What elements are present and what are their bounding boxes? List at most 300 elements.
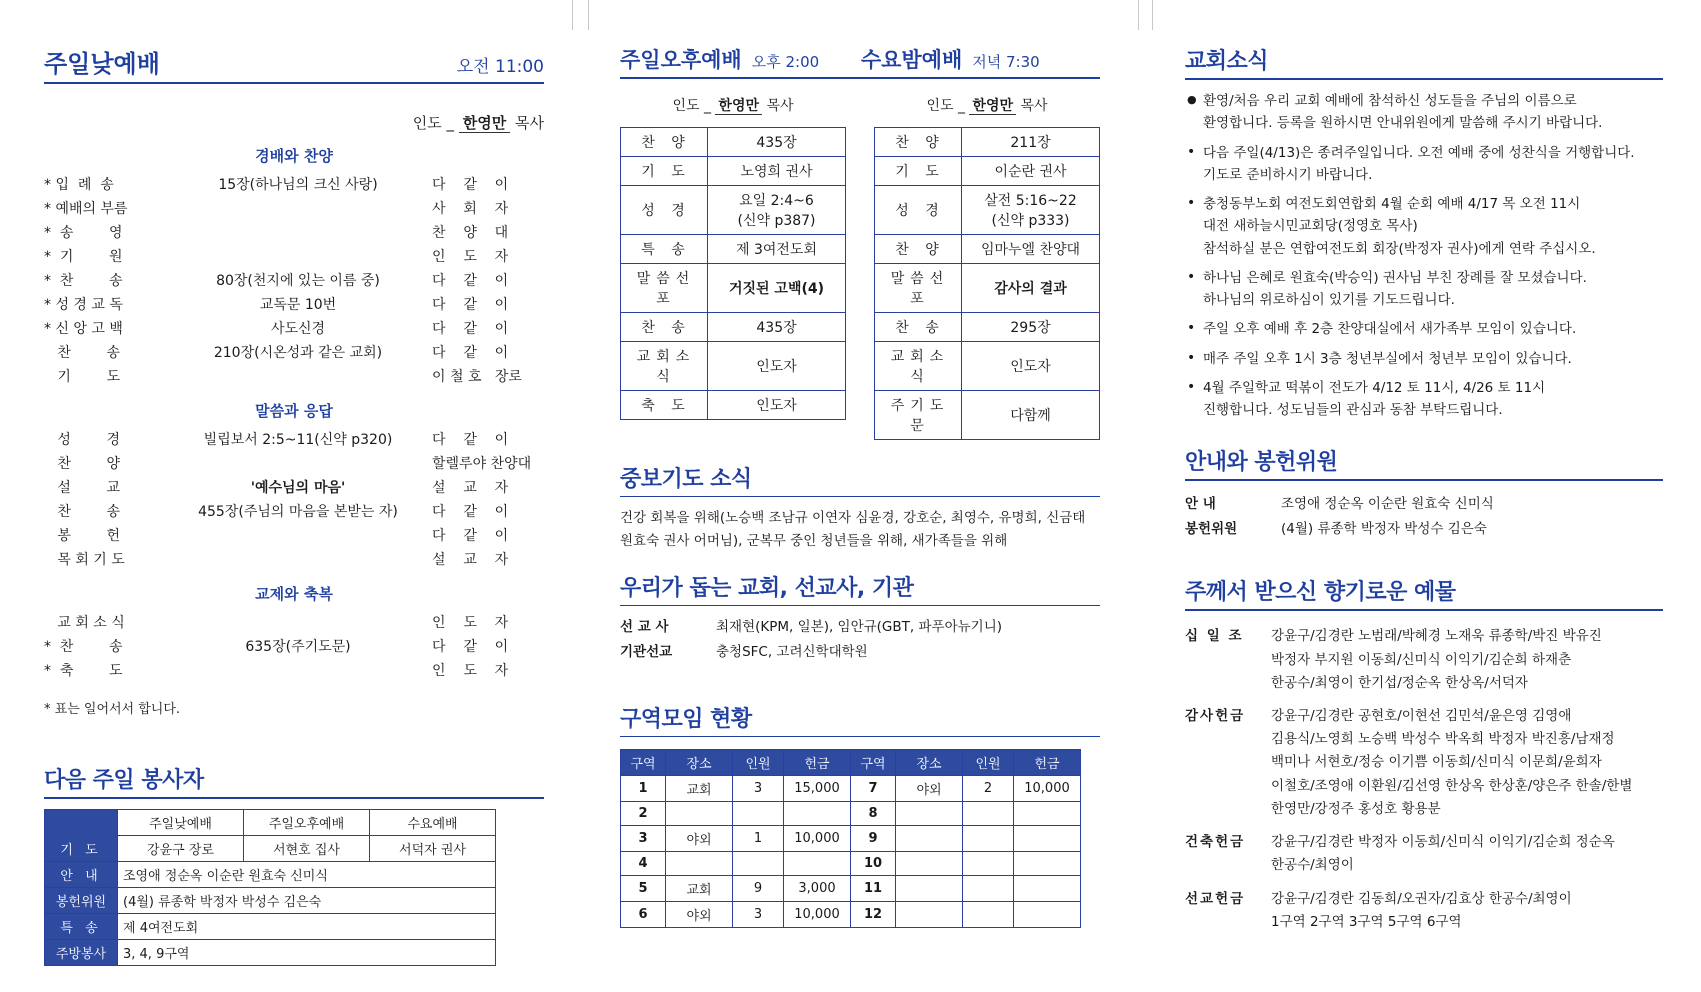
zone-cell: 10,000 xyxy=(784,825,851,851)
service-row xyxy=(875,157,1100,186)
service-row xyxy=(621,186,846,235)
offering-label: 십 일 조 xyxy=(1185,628,1244,645)
guide-row xyxy=(1185,518,1663,541)
service-row-value: 인도자 xyxy=(708,342,846,391)
service-row xyxy=(875,186,1100,235)
zone-cell xyxy=(896,801,963,825)
zone-col-header: 장소 xyxy=(666,749,733,775)
zone-cell xyxy=(666,851,733,875)
order-item-detail: 빌립보서 2:5~11(신약 p320) xyxy=(203,432,393,448)
service-row-label: 찬 양 xyxy=(875,128,962,157)
sunday-pm-header xyxy=(620,44,833,74)
zone-cell: 10,000 xyxy=(784,901,851,927)
service-row xyxy=(875,128,1100,157)
service-row-label: 주기도문 xyxy=(875,391,962,440)
prayer-line: 건강 회복을 위해(노승백 조남규 이연자 심윤경, 강호순, 최영수, 유명희, 신금태 xyxy=(620,510,1086,526)
order-item-detail xyxy=(164,658,432,682)
offering-section xyxy=(1185,575,1663,934)
service-row-label: 교회소식 xyxy=(875,342,962,391)
volunteers-header-row xyxy=(45,810,496,836)
mission-value: 최재현(KPM, 일본), 임안규(GBT, 파푸아뉴기니) xyxy=(716,618,1002,635)
zone-cell: 1 xyxy=(733,825,784,851)
service-row-value: 감사의 결과 xyxy=(962,264,1100,313)
zone-cell: 10,000 xyxy=(1014,775,1081,801)
service-row-label: 찬 양 xyxy=(875,235,962,264)
zone-header-row xyxy=(621,749,1081,775)
zone-cell: 3 xyxy=(733,775,784,801)
service-row-value: 노영희 권사 xyxy=(708,157,846,186)
offering-label: 선교헌금 xyxy=(1185,890,1246,907)
order-item-label: * 찬 송 xyxy=(44,273,123,289)
service-row xyxy=(621,264,846,313)
service-row-value: 다함께 xyxy=(962,391,1100,440)
leader-name: 한영만 xyxy=(459,114,510,133)
zone-cell: 7 xyxy=(851,775,896,801)
sunday-morning-title: 주일낮예배 xyxy=(44,50,160,78)
volunteers-row-label: 주방봉사 xyxy=(45,940,118,966)
sunday-pm-leader-label: 인도 _ xyxy=(672,98,711,114)
order-item-performer: 할렐루야 찬양대 xyxy=(432,456,532,472)
order-item-performer: 인 도 자 xyxy=(432,663,509,679)
order-item-label: 기 도 xyxy=(44,369,121,385)
column-other-services xyxy=(620,44,1100,928)
mission-section xyxy=(620,571,1100,664)
order-item-label: 찬 송 xyxy=(44,504,121,520)
order-item-performer: 다 같 이 xyxy=(432,528,509,544)
guide-title: 안내와 봉헌위원 xyxy=(1185,450,1338,476)
service-row-value: 435장 xyxy=(708,313,846,342)
order-item-detail xyxy=(164,547,432,571)
order-item-performer: 설 교 자 xyxy=(432,480,509,496)
service-row-label: 말씀선포 xyxy=(621,264,708,313)
order-item-performer: 다 같 이 xyxy=(432,504,509,520)
order-table-fellowship xyxy=(44,610,544,682)
service-row-label: 기 도 xyxy=(621,157,708,186)
service-row xyxy=(875,391,1100,440)
sunday-morning-time: 오전 11:00 xyxy=(456,57,544,77)
guide-value: (4월) 류종학 박정자 박성수 김은숙 xyxy=(1281,521,1487,538)
sunday-pm-time: 오후 2:00 xyxy=(751,53,820,71)
wednesday-leader-suffix: 목사 xyxy=(1020,98,1048,114)
service-row-label: 교회소식 xyxy=(621,342,708,391)
offering-names: 강윤구/김경란 박정자 이동희/신미식 이익기/김순희 정순옥 한공수/최영이 xyxy=(1271,834,1615,874)
volunteers-row xyxy=(45,888,496,914)
group-title-worship: 경배와 찬양 xyxy=(255,147,333,165)
zone-cell xyxy=(1014,825,1081,851)
zone-cell xyxy=(896,825,963,851)
table-row xyxy=(621,875,1081,901)
zone-col-header: 구역 xyxy=(851,749,896,775)
divider-offering xyxy=(1185,609,1663,611)
sunday-pm-leader-name: 한영만 xyxy=(715,98,762,115)
service-row-value: 211장 xyxy=(962,128,1100,157)
order-row xyxy=(44,244,544,268)
prayer-title: 중보기도 소식 xyxy=(620,467,752,492)
news-item: • 주일 오후 예배 후 2층 찬양대실에서 새가족부 모임이 있습니다. xyxy=(1185,318,1663,340)
service-row-value: 295장 xyxy=(962,313,1100,342)
zone-col-header: 인원 xyxy=(733,749,784,775)
mission-row xyxy=(620,641,1100,664)
leader-label: 인도 _ xyxy=(412,114,454,132)
zone-cell: 12 xyxy=(851,901,896,927)
volunteers-row-label: 봉헌위원 xyxy=(45,888,118,914)
offering-row xyxy=(1185,831,1663,877)
offering-names: 강윤구/김경란 노범래/박혜경 노재욱 류종학/박진 박유진 박정자 부지원 이동희/신미식 이익기/김순희 하재춘 한공수/최영이 한기섭/정순옥 한상옥/서덕자 xyxy=(1271,628,1602,691)
news-item: • 다음 주일(4/13)은 종려주일입니다. 오전 예배 중에 성찬식을 거행합니다. 기도로 준비하시기 바랍니다. xyxy=(1185,142,1663,187)
order-item-detail xyxy=(164,610,432,634)
zone-cell xyxy=(666,801,733,825)
order-row xyxy=(44,172,544,196)
order-row xyxy=(44,427,544,451)
zone-col-header: 헌금 xyxy=(784,749,851,775)
order-item-label: * 송 영 xyxy=(44,225,123,241)
volunteers-cell: 서덕자 권사 xyxy=(370,836,496,862)
order-item-performer: 인 도 자 xyxy=(432,249,509,265)
volunteers-row xyxy=(45,862,496,888)
order-item-label: 성 경 xyxy=(44,432,121,448)
zone-table xyxy=(620,749,1081,928)
zone-cell xyxy=(963,875,1014,901)
zone-cell: 6 xyxy=(621,901,666,927)
order-item-detail xyxy=(164,451,432,475)
zone-cell: 야외 xyxy=(896,775,963,801)
service-row xyxy=(621,313,846,342)
crop-mark-left-2 xyxy=(588,0,589,30)
mission-title: 우리가 돕는 교회, 선교사, 기관 xyxy=(620,575,914,601)
zone-cell xyxy=(896,875,963,901)
service-row-value: 인도자 xyxy=(708,391,846,420)
service-row-label: 축 도 xyxy=(621,391,708,420)
zone-cell: 2 xyxy=(963,775,1014,801)
crop-mark-right-2 xyxy=(1152,0,1153,30)
order-item-performer: 설 교 자 xyxy=(432,552,509,568)
sunday-pm-table xyxy=(620,127,846,420)
order-item-performer: 다 같 이 xyxy=(432,273,509,289)
order-item-performer: 사 회 자 xyxy=(432,201,509,217)
volunteers-col-header: 주일낮예배 xyxy=(118,810,244,836)
order-item-performer: 이 철 호 장로 xyxy=(432,369,522,385)
guide-label: 봉헌위원 xyxy=(1185,521,1238,538)
zone-section xyxy=(620,702,1100,928)
news-item: • 매주 주일 오후 1시 3층 청년부실에서 청년부 모임이 있습니다. xyxy=(1185,348,1663,370)
order-item-label: * 기 원 xyxy=(44,249,123,265)
crop-mark-left xyxy=(572,0,573,30)
volunteers-cell: 서현호 집사 xyxy=(244,836,370,862)
service-row-label: 성 경 xyxy=(875,186,962,235)
wednesday-title: 수요밤예배 xyxy=(860,48,963,72)
order-item-label: 설 교 xyxy=(44,480,121,496)
news-item: ● 환영/처음 우리 교회 예배에 참석하신 성도들을 주님의 이름으로 환영합니다. 등록을 원하시면 안내위원에게 말씀해 주시기 바랍니다. xyxy=(1185,90,1663,135)
service-row-value: 임마누엘 찬양대 xyxy=(962,235,1100,264)
zone-cell xyxy=(784,801,851,825)
prayer-line: 원효숙 권사 어머님), 군복무 중인 청년들을 위해, 새가족들을 위해 xyxy=(620,532,1008,549)
zone-cell: 야외 xyxy=(666,901,733,927)
order-item-detail: '예수님의 마음' xyxy=(250,480,346,496)
volunteers-row-label: 안 내 xyxy=(45,862,118,888)
zone-cell: 교회 xyxy=(666,875,733,901)
service-row xyxy=(621,157,846,186)
sunday-morning-leader xyxy=(44,112,544,133)
group-title-word: 말씀과 응답 xyxy=(255,402,333,420)
zone-col-header: 인원 xyxy=(963,749,1014,775)
order-row xyxy=(44,451,544,475)
order-item-performer: 다 같 이 xyxy=(432,297,509,313)
volunteers-row xyxy=(45,940,496,966)
order-row xyxy=(44,292,544,316)
service-row-value: 제 3여전도회 xyxy=(708,235,846,264)
divider-prayer xyxy=(620,496,1100,497)
offering-names: 강윤구/김경란 김동희/오권자/김효상 한공수/최영이 1구역 2구역 3구역 5구역 6구역 xyxy=(1271,890,1572,930)
volunteers-corner xyxy=(45,810,118,836)
zone-cell: 3,000 xyxy=(784,875,851,901)
leader-suffix: 목사 xyxy=(515,114,544,132)
mission-rows xyxy=(620,616,1100,664)
zone-cell: 1 xyxy=(621,775,666,801)
wednesday-leader-label: 인도 _ xyxy=(926,98,965,114)
zone-cell: 야외 xyxy=(666,825,733,851)
wednesday-leader-name: 한영만 xyxy=(969,98,1016,115)
volunteers-table xyxy=(44,809,496,966)
volunteers-row-label: 특 송 xyxy=(45,914,118,940)
divider-sunday-morning xyxy=(44,82,544,84)
zone-cell xyxy=(1014,901,1081,927)
zone-cell xyxy=(896,851,963,875)
zone-cell xyxy=(1014,875,1081,901)
order-item-label: 봉 헌 xyxy=(44,528,121,544)
table-row xyxy=(621,851,1081,875)
wednesday-time: 저녁 7:30 xyxy=(972,53,1040,71)
order-item-label: 찬 양 xyxy=(44,456,121,472)
volunteers-cell: 강윤구 장로 xyxy=(118,836,244,862)
table-row xyxy=(621,775,1081,801)
column-news xyxy=(1185,44,1663,944)
volunteers-section xyxy=(44,763,544,966)
order-item-label: * 신 앙 고 백 xyxy=(44,321,123,337)
order-row xyxy=(44,523,544,547)
volunteers-cell: 3, 4, 9구역 xyxy=(118,940,496,966)
order-item-performer: 다 같 이 xyxy=(432,177,509,193)
table-row xyxy=(621,801,1081,825)
zone-cell xyxy=(733,851,784,875)
zone-cell xyxy=(963,901,1014,927)
service-row-value: 이순란 권사 xyxy=(962,157,1100,186)
service-row xyxy=(875,342,1100,391)
order-item-label: 찬 송 xyxy=(44,345,121,361)
service-row xyxy=(621,391,846,420)
zone-cell: 교회 xyxy=(666,775,733,801)
order-item-detail: 사도신경 xyxy=(270,321,326,337)
guide-rows xyxy=(1185,493,1663,541)
service-row xyxy=(875,313,1100,342)
zone-cell xyxy=(896,901,963,927)
volunteers-cell: 조영애 정순옥 이순란 원효숙 신미식 xyxy=(118,862,496,888)
order-item-detail xyxy=(164,523,432,547)
zone-col-header: 헌금 xyxy=(1014,749,1081,775)
order-item-detail: 15장(하나님의 크신 사랑) xyxy=(218,177,378,193)
order-item-label: 목 회 기 도 xyxy=(44,552,125,568)
service-row xyxy=(875,235,1100,264)
order-row xyxy=(44,316,544,340)
order-item-label: * 입 례 송 xyxy=(44,177,114,193)
zone-cell xyxy=(963,801,1014,825)
offering-row xyxy=(1185,888,1663,934)
order-item-detail: 210장(시온성과 같은 교회) xyxy=(213,345,383,361)
offering-label: 감사헌금 xyxy=(1185,707,1246,724)
service-row-label: 특 송 xyxy=(621,235,708,264)
order-row xyxy=(44,196,544,220)
prayer-section xyxy=(620,462,1100,553)
zone-cell xyxy=(963,851,1014,875)
mission-label: 기관선교 xyxy=(620,643,673,660)
order-row xyxy=(44,364,544,388)
order-row xyxy=(44,220,544,244)
order-item-detail xyxy=(164,244,432,268)
order-item-label: 교 회 소 식 xyxy=(44,615,125,631)
divider-zone xyxy=(620,736,1100,737)
order-row xyxy=(44,658,544,682)
order-item-label: * 예배의 부름 xyxy=(44,201,128,217)
order-row xyxy=(44,475,544,499)
zone-cell: 8 xyxy=(851,801,896,825)
news-item: • 하나님 은혜로 원효숙(박승익) 권사님 부친 장례를 잘 모셨습니다. 하나님의 위로하심이 있기를 기도드립니다. xyxy=(1185,267,1663,312)
order-item-detail xyxy=(164,220,432,244)
standing-note: * 표는 일어서서 합니다. xyxy=(44,702,181,717)
order-item-performer: 찬 양 대 xyxy=(432,225,509,241)
volunteers-cell: (4월) 류종학 박정자 박성수 김은숙 xyxy=(118,888,496,914)
group-title-fellowship: 교제와 축복 xyxy=(255,585,333,603)
service-row-label: 찬 송 xyxy=(621,313,708,342)
order-item-performer: 다 같 이 xyxy=(432,321,509,337)
news-title: 교회소식 xyxy=(1185,49,1269,74)
divider-other-services xyxy=(620,77,1100,79)
volunteers-col-header: 수요예배 xyxy=(370,810,496,836)
zone-title: 구역모임 현황 xyxy=(620,706,752,732)
order-item-label: * 축 도 xyxy=(44,663,123,679)
zone-cell: 9 xyxy=(851,825,896,851)
zone-cell xyxy=(784,851,851,875)
zone-cell: 3 xyxy=(733,901,784,927)
offering-label: 건축헌금 xyxy=(1185,834,1246,851)
crop-mark-right xyxy=(1138,0,1139,30)
mission-label: 선 교 사 xyxy=(620,618,669,635)
service-row-label: 성 경 xyxy=(621,186,708,235)
news-item: • 4월 주일학교 떡볶이 전도가 4/12 토 11시, 4/26 토 11시 진행합니다. 성도님들의 관심과 동참 부탁드립니다. xyxy=(1185,377,1663,422)
zone-cell xyxy=(733,801,784,825)
zone-cell: 15,000 xyxy=(784,775,851,801)
zone-cell: 11 xyxy=(851,875,896,901)
order-item-performer: 다 같 이 xyxy=(432,345,509,361)
wednesday-table xyxy=(874,127,1100,440)
table-row xyxy=(621,825,1081,851)
offering-row xyxy=(1185,705,1663,821)
service-row-label: 말씀선포 xyxy=(875,264,962,313)
order-row xyxy=(44,547,544,571)
mission-value: 충청SFC, 고려신학대학원 xyxy=(716,643,868,660)
order-row xyxy=(44,268,544,292)
zone-col-header: 장소 xyxy=(896,749,963,775)
order-item-label: * 성 경 교 독 xyxy=(44,297,123,313)
zone-col-header: 구역 xyxy=(621,749,666,775)
order-item-detail xyxy=(164,364,432,388)
order-row xyxy=(44,634,544,658)
offering-row xyxy=(1185,625,1663,695)
divider-mission xyxy=(620,605,1100,606)
order-item-performer: 인 도 자 xyxy=(432,615,509,631)
sunday-morning-header xyxy=(44,44,544,79)
zone-cell xyxy=(1014,851,1081,875)
guide-row xyxy=(1185,493,1663,516)
order-item-detail: 635장(주기도문) xyxy=(245,639,351,655)
wednesday-header xyxy=(861,44,1100,74)
zone-cell xyxy=(1014,801,1081,825)
divider-guide xyxy=(1185,479,1663,481)
sunday-pm-leader-suffix: 목사 xyxy=(766,98,794,114)
volunteers-col-header: 주일오후예배 xyxy=(244,810,370,836)
order-item-detail: 455장(주님의 마음을 본받는 자) xyxy=(198,504,398,520)
offering-names: 강윤구/김경란 공현호/이현선 김민석/윤은영 김영애 김용식/노영희 노승백 박성수 박옥희 박정자 박진흥/남재정 백미나 서현호/정승 이기쁨 이동희/신미식 이문희/윤희자 이철호/조영애 이환원/김선영 한상옥 한상훈/양은주 한솔/한별 한영만/강정주 홍성호 황용분 xyxy=(1271,707,1633,817)
volunteers-cell: 제 4여전도회 xyxy=(118,914,496,940)
service-row-value: 인도자 xyxy=(962,342,1100,391)
column-sunday-morning xyxy=(44,44,544,966)
order-row xyxy=(44,340,544,364)
order-row xyxy=(44,610,544,634)
news-list xyxy=(1185,90,1663,421)
guide-value: 조영애 정순옥 이순란 원효숙 신미식 xyxy=(1281,496,1494,513)
service-row-value: 435장 xyxy=(708,128,846,157)
service-row-value: 요일 2:4~6 (신약 p387) xyxy=(708,186,846,235)
news-item: • 충청동부노회 여전도회연합회 4월 순회 예배 4/17 목 오전 11시 대전 새하늘시민교회당(정영호 목사) 참석하실 분은 연합여전도회 회장(박정자 권사)에게 연락 주십시오. xyxy=(1185,193,1663,260)
volunteers-row-label: 기 도 xyxy=(45,836,118,862)
prayer-lines xyxy=(620,507,1100,553)
order-row xyxy=(44,499,544,523)
mission-row xyxy=(620,616,1100,639)
offering-rows xyxy=(1185,625,1663,934)
service-row-label: 찬 양 xyxy=(621,128,708,157)
divider-volunteers xyxy=(44,797,544,799)
service-row-label: 찬 송 xyxy=(875,313,962,342)
zone-cell: 4 xyxy=(621,851,666,875)
guide-label: 안 내 xyxy=(1185,496,1216,513)
divider-news xyxy=(1185,78,1663,80)
service-row xyxy=(621,235,846,264)
guide-section xyxy=(1185,445,1663,541)
volunteers-row xyxy=(45,836,496,862)
service-row xyxy=(621,128,846,157)
order-item-detail: 교독문 10번 xyxy=(259,297,337,313)
zone-cell: 3 xyxy=(621,825,666,851)
wednesday-leader xyxy=(874,95,1100,115)
service-row-value: 살전 5:16~22 (신약 p333) xyxy=(962,186,1100,235)
zone-cell: 5 xyxy=(621,875,666,901)
zone-cell: 9 xyxy=(733,875,784,901)
service-row-value: 거짓된 고백(4) xyxy=(708,264,846,313)
offering-title: 주께서 받으신 향기로운 예물 xyxy=(1185,580,1456,606)
service-row xyxy=(621,342,846,391)
order-item-label: * 찬 송 xyxy=(44,639,123,655)
sunday-pm-title: 주일오후예배 xyxy=(620,48,742,72)
order-table-worship xyxy=(44,172,544,388)
zone-cell: 10 xyxy=(851,851,896,875)
volunteers-title: 다음 주일 봉사자 xyxy=(44,768,204,793)
order-item-detail xyxy=(164,196,432,220)
order-item-performer: 다 같 이 xyxy=(432,432,509,448)
order-item-performer: 다 같 이 xyxy=(432,639,509,655)
zone-cell: 2 xyxy=(621,801,666,825)
order-table-word xyxy=(44,427,544,571)
zone-cell xyxy=(963,825,1014,851)
table-row xyxy=(621,901,1081,927)
service-row xyxy=(875,264,1100,313)
